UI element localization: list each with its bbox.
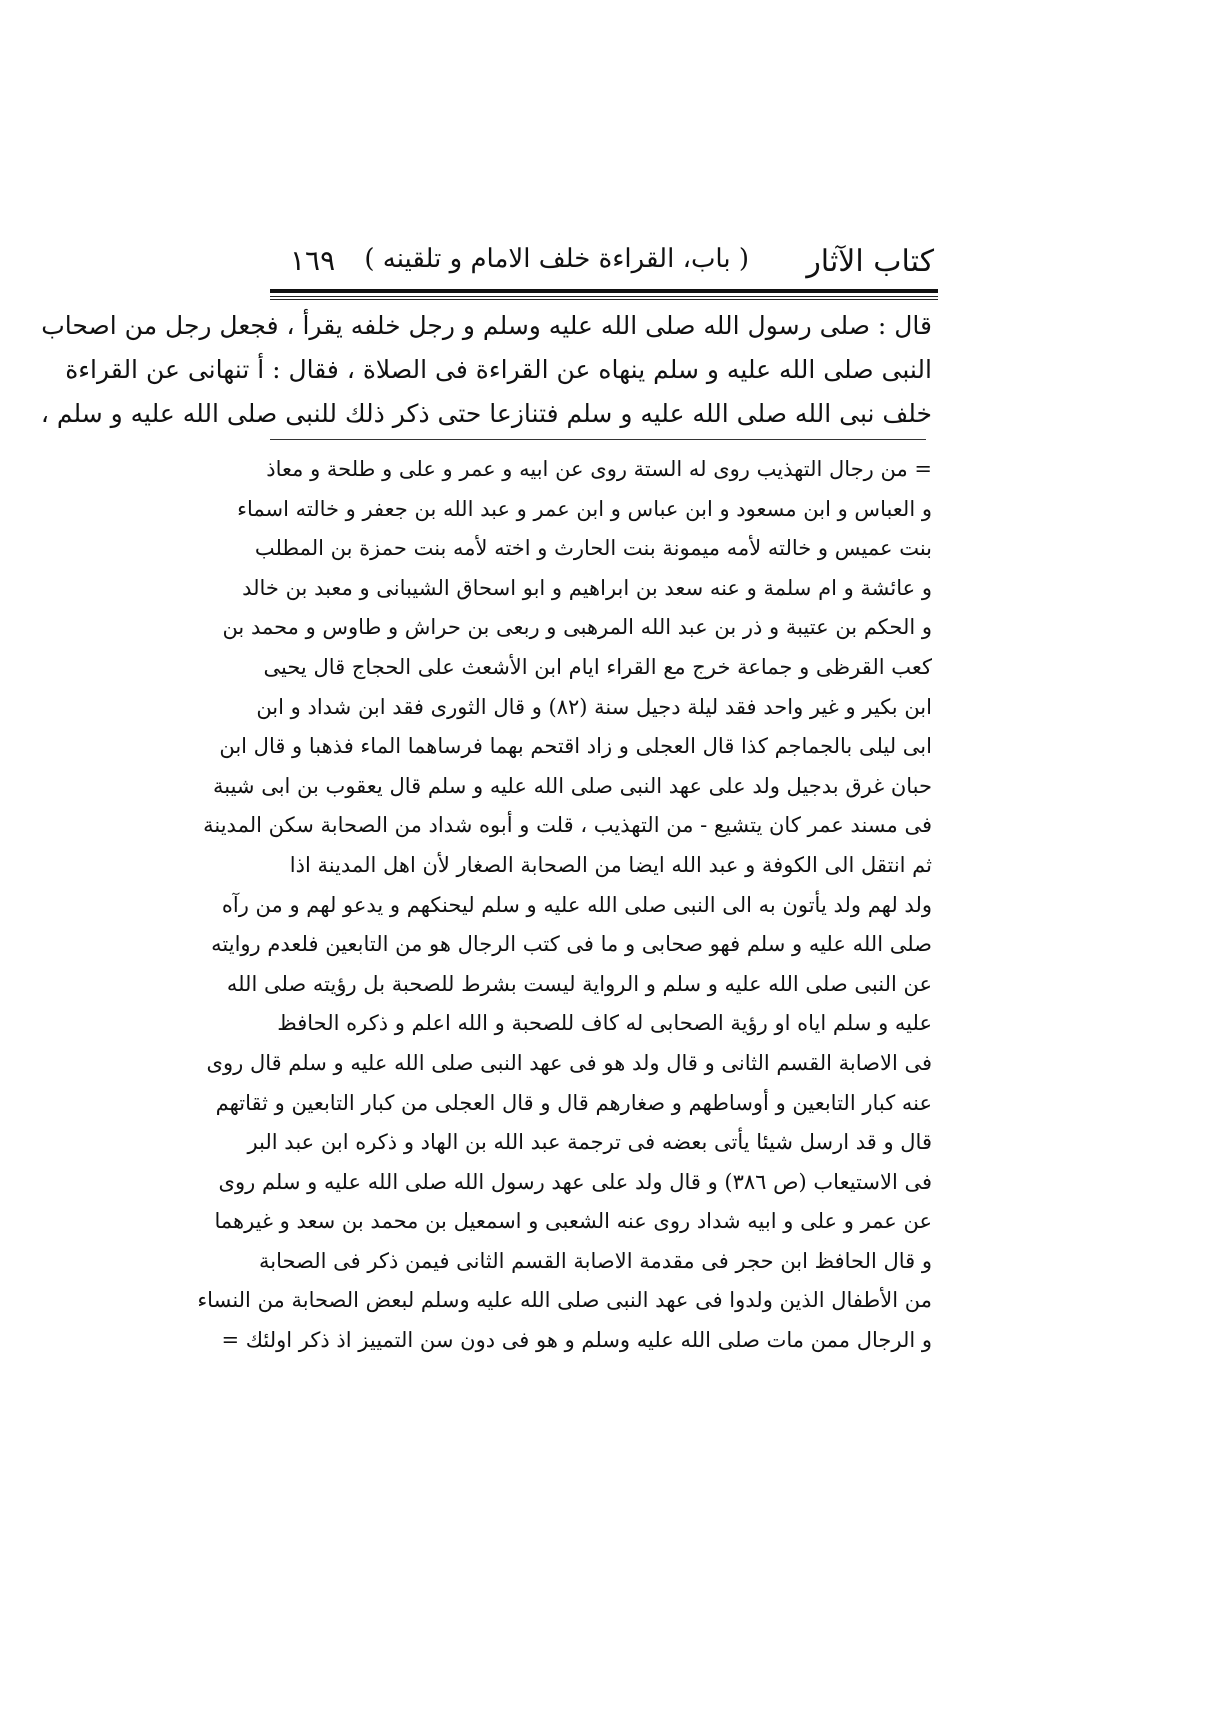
book-title: كتاب الآثار bbox=[806, 244, 934, 279]
footnote-separator bbox=[270, 439, 926, 440]
footnote-line: ولد لهم ولد يأتون به الى النبى صلى الله عليه و سلم ليحنكهم و يدعو لهم و من رآه bbox=[221, 892, 932, 917]
footnote-line: صلى الله عليه و سلم فهو صحابى و ما فى كتب الرجال هو من التابعين فلعدم روايته bbox=[211, 932, 932, 957]
footnote-line: = من رجال التهذيب روى له الستة روى عن ابيه و عمر و على و طلحة و معاذ bbox=[266, 457, 932, 481]
footnote-line: و عائشة و ام سلمة و عنه سعد بن ابراهيم و ابو اسحاق الشيبانى و معبد بن خالد bbox=[242, 575, 932, 600]
footnote-line: عن عمر و على و ابيه شداد روى عنه الشعبى و اسمعيل بن محمد بن سعد و غيرهما bbox=[214, 1209, 932, 1234]
main-text-line: قال : صلى رسول الله صلى الله عليه وسلم و رجل خلفه يقرأ ، فجعل رجل من اصحاب bbox=[41, 311, 932, 340]
footnote-line: فى الاصابة القسم الثانى و قال ولد هو فى عهد النبى صلى الله عليه و سلم قال روى bbox=[206, 1050, 932, 1075]
main-text bbox=[40, 304, 932, 436]
page-header bbox=[270, 240, 934, 286]
footnote-line: و قال الحافظ ابن حجر فى مقدمة الاصابة القسم الثانى فيمن ذكر فى الصحابة bbox=[258, 1248, 932, 1273]
chapter-heading: ( باب، القراءة خلف الامام و تلقينه ) bbox=[364, 244, 749, 274]
footnote-line: ابى ليلى بالجماجم كذا قال العجلى و زاد اقتحم بهما فرساهما الماء فذهبا و قال ابن bbox=[219, 734, 932, 759]
footnote-line: ثم انتقل الى الكوفة و عبد الله ايضا من الصحابة الصغار لأن اهل المدينة اذا bbox=[289, 852, 932, 877]
main-text-line: النبى صلى الله عليه و سلم ينهاه عن القراءة فى الصلاة ، فقال : أ تنهانى عن القراءة bbox=[65, 355, 932, 384]
footnote-line: من الأطفال الذين ولدوا فى عهد النبى صلى الله عليه وسلم لبعض الصحابة من النساء bbox=[197, 1288, 932, 1313]
footnote-line: عنه كبار التابعين و أوساطهم و صغارهم قال و قال العجلى من كبار التابعين و ثقاتهم bbox=[215, 1090, 932, 1115]
page-number: ١٦٩ bbox=[290, 244, 336, 277]
footnote bbox=[197, 450, 932, 1361]
footnote-line: فى الاستيعاب (ص ٣٨٦) و قال ولد على عهد رسول الله صلى الله عليه و سلم روى bbox=[218, 1169, 932, 1194]
main-text-line: خلف نبى الله صلى الله عليه و سلم فتنازعا حتى ذكر ذلك للنبى صلى الله عليه و سلم ، bbox=[40, 399, 932, 428]
footnote-line: و الحكم بن عتيبة و ذر بن عبد الله المرهبى و ربعى بن حراش و طاوس و محمد بن bbox=[222, 615, 932, 640]
header-rule-thick bbox=[270, 289, 938, 293]
footnote-line: قال و قد ارسل شيئا يأتى بعضه فى ترجمة عبد الله بن الهاد و ذكره ابن عبد البر bbox=[247, 1130, 932, 1155]
footnote-line: و العباس و ابن مسعود و ابن عباس و ابن عمر و عبد الله بن جعفر و خالته اسماء bbox=[237, 496, 932, 521]
footnote-line: كعب القرظى و جماعة خرج مع القراء ايام ابن الأشعث على الحجاج قال يحيى bbox=[263, 654, 932, 679]
footnote-line: حبان غرق بدجيل ولد على عهد النبى صلى الله عليه و سلم قال يعقوب بن ابى شيبة bbox=[212, 773, 932, 798]
footnote-line: و الرجال ممن مات صلى الله عليه وسلم و هو فى دون سن التمييز اذ ذكر اولئك = bbox=[221, 1328, 932, 1353]
footnote-line: ابن بكير و غير واحد فقد ليلة دجيل سنة (٨٢) و قال الثورى فقد ابن شداد و ابن bbox=[256, 694, 932, 719]
footnote-line: بنت عميس و خالته لأمه ميمونة بنت الحارث و اخته لأمه بنت حمزة بن المطلب bbox=[254, 536, 932, 561]
footnote-line: عن النبى صلى الله عليه و سلم و الرواية ليست بشرط للصحبة بل رؤيته صلى الله bbox=[226, 971, 932, 996]
header-rule-thin bbox=[270, 299, 938, 300]
header-rule-thin bbox=[270, 296, 938, 297]
footnote-line: عليه و سلم اياه او رؤية الصحابى له كاف للصحبة و الله اعلم و ذكره الحافظ bbox=[277, 1011, 932, 1036]
footnote-line: فى مسند عمر كان يتشيع - من التهذيب ، قلت و أبوه شداد من الصحابة سكن المدينة bbox=[203, 813, 932, 838]
